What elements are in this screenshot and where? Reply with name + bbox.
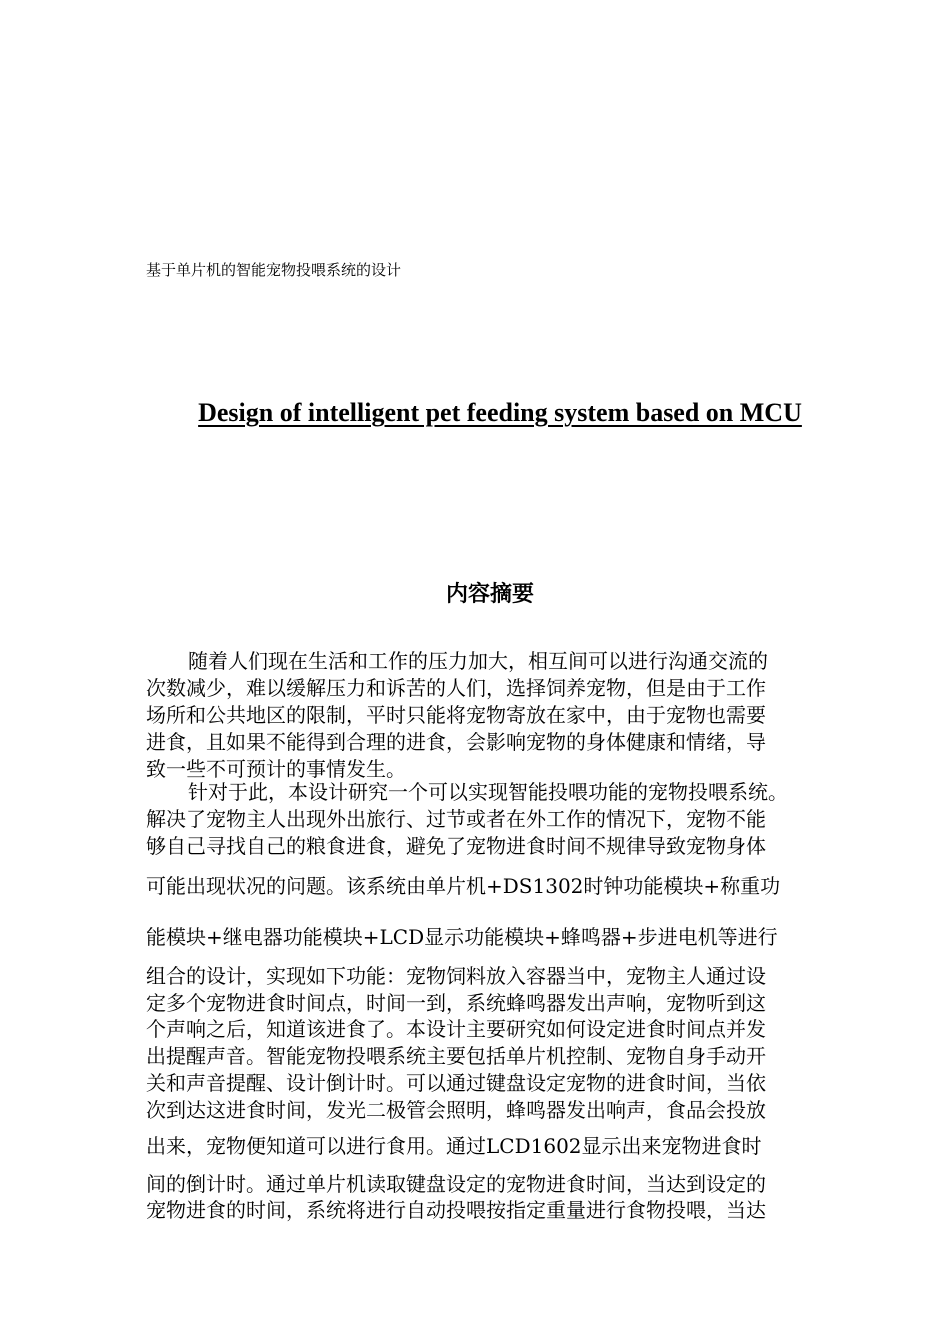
abstract-line: 随着人们现在生活和工作的压力加大，相互间可以进行沟通交流的 [188, 649, 768, 673]
abstract-line: 够自己寻找自己的粮食进食，避免了宠物进食时间不规律导致宠物身体 [146, 834, 766, 858]
abstract-line: 能模块+继电器功能模块+LCD显示功能模块+蜂鸣器+步进电机等进行 [146, 925, 778, 949]
abstract-line: 组合的设计，实现如下功能：宠物饲料放入容器当中，宠物主人通过设 [146, 964, 766, 988]
abstract-line: 定多个宠物进食时间点，时间一到，系统蜂鸣器发出声响，宠物听到这 [146, 991, 766, 1015]
abstract-line: 出来，宠物便知道可以进行食用。通过LCD1602显示出来宠物进食时 [146, 1134, 762, 1158]
chinese-title: 基于单片机的智能宠物投喂系统的设计 [146, 261, 402, 279]
abstract-line: 可能出现状况的问题。该系统由单片机+DS1302时钟功能模块+称重功 [146, 874, 781, 898]
abstract-line: 解决了宠物主人出现外出旅行、过节或者在外工作的情况下，宠物不能 [146, 807, 766, 831]
abstract-line: 次到达这进食时间，发光二极管会照明，蜂鸣器发出响声，食品会投放 [146, 1098, 766, 1122]
abstract-line: 出提醒声音。智能宠物投喂系统主要包括单片机控制、宠物自身手动开 [146, 1044, 766, 1068]
abstract-line: 进食，且如果不能得到合理的进食，会影响宠物的身体健康和情绪，导 [146, 730, 766, 754]
abstract-line: 宠物进食的时间，系统将进行自动投喂按指定重量进行食物投喂，当达 [146, 1198, 766, 1222]
english-title: Design of intelligent pet feeding system based on MCU [198, 398, 802, 427]
abstract-line: 致一些不可预计的事情发生。 [146, 757, 406, 781]
abstract-line: 场所和公共地区的限制，平时只能将宠物寄放在家中，由于宠物也需要 [146, 703, 766, 727]
abstract-line: 间的倒计时。通过单片机读取键盘设定的宠物进食时间，当达到设定的 [146, 1172, 766, 1196]
abstract-line: 针对于此，本设计研究一个可以实现智能投喂功能的宠物投喂系统。 [188, 780, 788, 804]
abstract-line: 关和声音提醒、设计倒计时。可以通过键盘设定宠物的进食时间，当依 [146, 1071, 766, 1095]
abstract-line: 个声响之后，知道该进食了。本设计主要研究如何设定进食时间点并发 [146, 1017, 766, 1041]
abstract-heading: 内容摘要 [445, 582, 534, 607]
abstract-line: 次数减少，难以缓解压力和诉苦的人们，选择饲养宠物，但是由于工作 [146, 676, 766, 700]
